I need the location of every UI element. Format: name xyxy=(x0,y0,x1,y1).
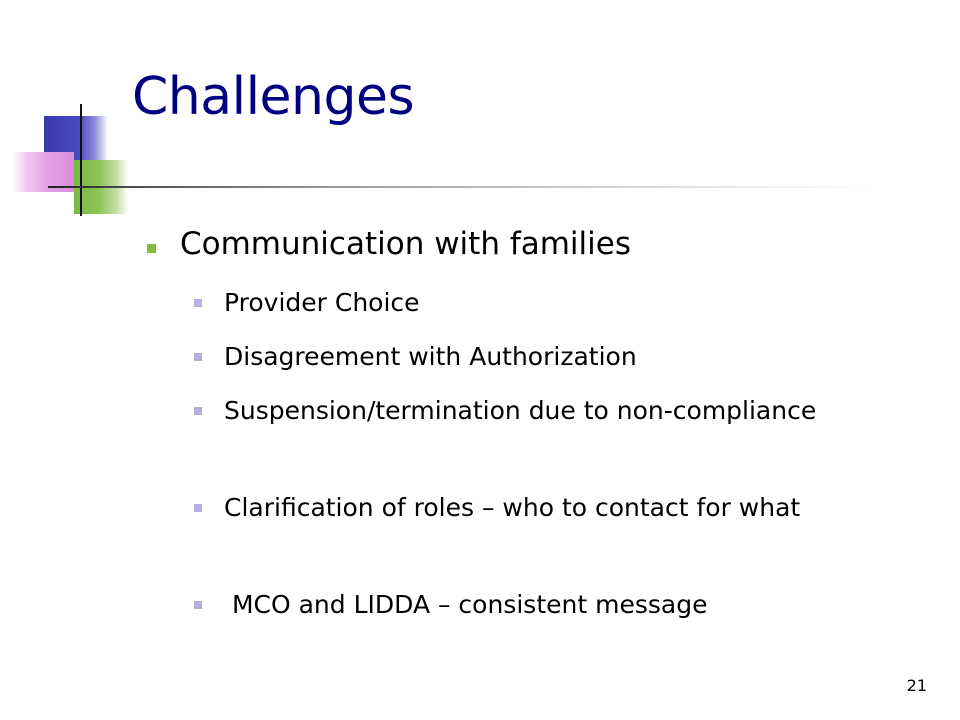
page-number: 21 xyxy=(906,676,927,695)
sub-bullet-marker xyxy=(194,601,202,609)
sub-bullet-text: MCO and LIDDA – consistent message xyxy=(224,590,708,619)
sub-bullet-marker xyxy=(194,299,202,307)
sub-bullet-text: Disagreement with Authorization xyxy=(224,342,637,371)
sub-bullet-marker xyxy=(194,504,202,512)
main-bullet-marker xyxy=(147,244,156,253)
main-bullet-text: Communication with families xyxy=(180,226,631,262)
sub-bullet-text: Suspension/termination due to non-compliance xyxy=(224,396,817,425)
sub-bullet-marker xyxy=(194,353,202,361)
sub-bullet-text: Provider Choice xyxy=(224,288,420,317)
sub-bullet-marker xyxy=(194,407,202,415)
sub-bullet-text: Clarification of roles – who to contact for what xyxy=(224,493,801,522)
slide-title: Challenges xyxy=(132,67,415,127)
